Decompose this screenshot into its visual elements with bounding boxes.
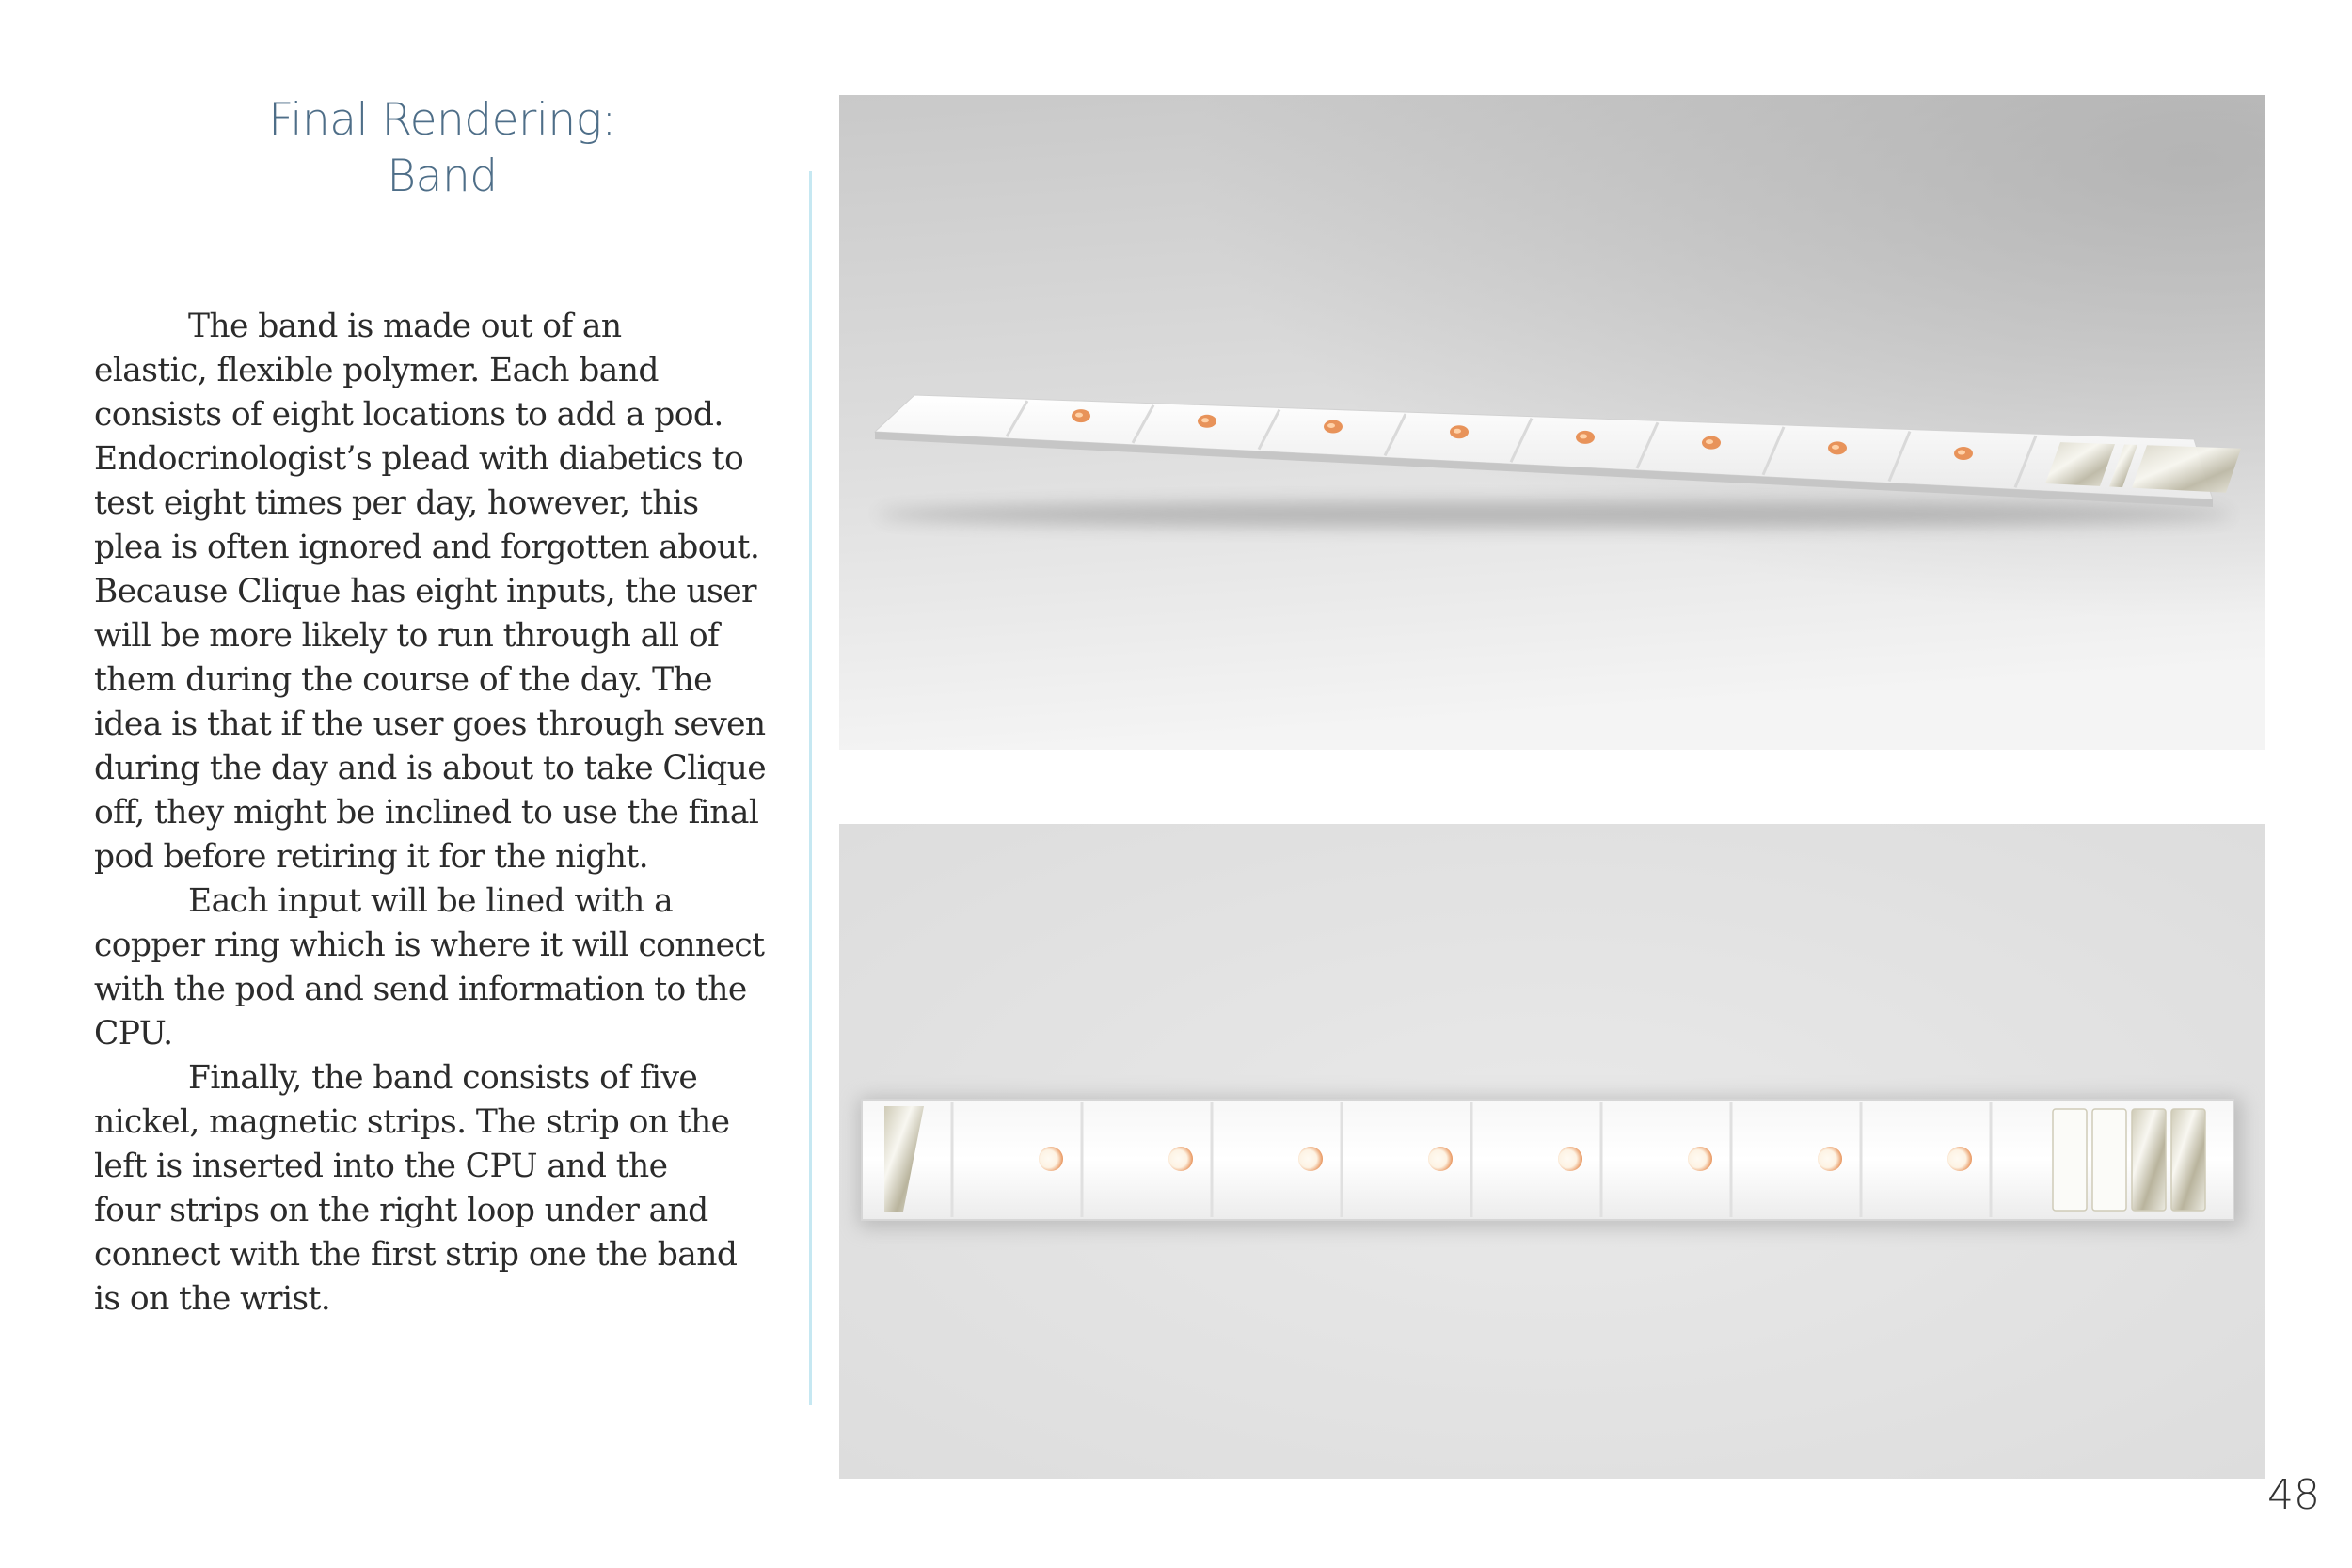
- body-line: with the pod and send information to the: [94, 971, 747, 1008]
- page-title: [94, 92, 790, 205]
- copper-pod-ring: [1688, 1147, 1712, 1171]
- copper-pod-highlight: [1454, 429, 1461, 434]
- body-line: off, they might be inclined to use the final: [94, 794, 759, 832]
- body-line: them during the course of the day. The: [94, 661, 712, 699]
- body-line: elastic, flexible polymer. Each band: [94, 352, 659, 389]
- copper-pod-highlight: [1327, 423, 1335, 428]
- body-line: Each input will be lined with a: [188, 882, 674, 920]
- band-render-top-svg: [839, 824, 2265, 1479]
- page-number: 48: [2267, 1471, 2320, 1519]
- body-line: consists of eight locations to add a pod.: [94, 396, 723, 434]
- band-render-angled-svg: [839, 95, 2265, 750]
- nickel-magnetic-strip: [2092, 1109, 2126, 1211]
- copper-pod-ring: [1298, 1147, 1323, 1171]
- body-line: nickel, magnetic strips. The strip on the: [94, 1103, 730, 1141]
- page-title-line-1: Final Rendering:: [268, 94, 616, 146]
- copper-pod-highlight: [1832, 445, 1839, 450]
- body-line: plea is often ignored and forgotten about.: [94, 529, 760, 566]
- copper-pod-highlight: [1580, 434, 1587, 438]
- copper-pod-highlight: [1201, 418, 1209, 422]
- nickel-magnetic-strip: [2053, 1109, 2087, 1211]
- copper-pod-ring: [1039, 1147, 1063, 1171]
- body-line: is on the wrist.: [94, 1280, 331, 1318]
- copper-pod-ring: [1818, 1147, 1842, 1171]
- copper-pod-ring: [1428, 1147, 1453, 1171]
- body-line: The band is made out of an: [188, 308, 622, 345]
- body-paragraphs: [94, 305, 795, 1322]
- body-line: Finally, the band consists of five: [188, 1059, 698, 1097]
- nickel-magnetic-strip: [2171, 1109, 2205, 1211]
- body-line: Because Clique has eight inputs, the user: [94, 573, 756, 610]
- body-line: connect with the first strip one the band: [94, 1236, 738, 1274]
- band-render-top-image: [839, 824, 2265, 1479]
- body-line: test eight times per day, however, this: [94, 484, 699, 522]
- body-line: pod before retiring it for the night.: [94, 838, 648, 876]
- body-line: will be more likely to run through all of: [94, 617, 720, 655]
- band-top: [858, 1097, 2243, 1228]
- copper-pod-ring: [1947, 1147, 1972, 1171]
- body-line: left is inserted into the CPU and the: [94, 1148, 668, 1185]
- page-title-line-2: Band: [387, 150, 498, 202]
- body-line: copper ring which is where it will connect: [94, 927, 765, 964]
- copper-pod-highlight: [1706, 439, 1713, 444]
- nickel-magnetic-strip: [2132, 1109, 2166, 1211]
- copper-pod-ring: [1558, 1147, 1582, 1171]
- band-render-angled-image: [839, 95, 2265, 750]
- copper-pod-highlight: [1075, 413, 1083, 418]
- body-line: during the day and is about to take Clique: [94, 750, 767, 787]
- copper-pod-highlight: [1958, 451, 1965, 455]
- body-line: Endocrinologist’s plead with diabetics to: [94, 440, 744, 478]
- body-line: CPU.: [94, 1015, 173, 1053]
- body-line: idea is that if the user goes through seven: [94, 705, 766, 743]
- nickel-magnetic-strip: [2132, 445, 2241, 492]
- vertical-divider: [809, 171, 812, 1405]
- copper-pod-ring: [1168, 1147, 1193, 1171]
- band-body: [862, 1100, 2233, 1220]
- body-line: four strips on the right loop under and: [94, 1192, 708, 1229]
- band-shadow: [877, 501, 2232, 528]
